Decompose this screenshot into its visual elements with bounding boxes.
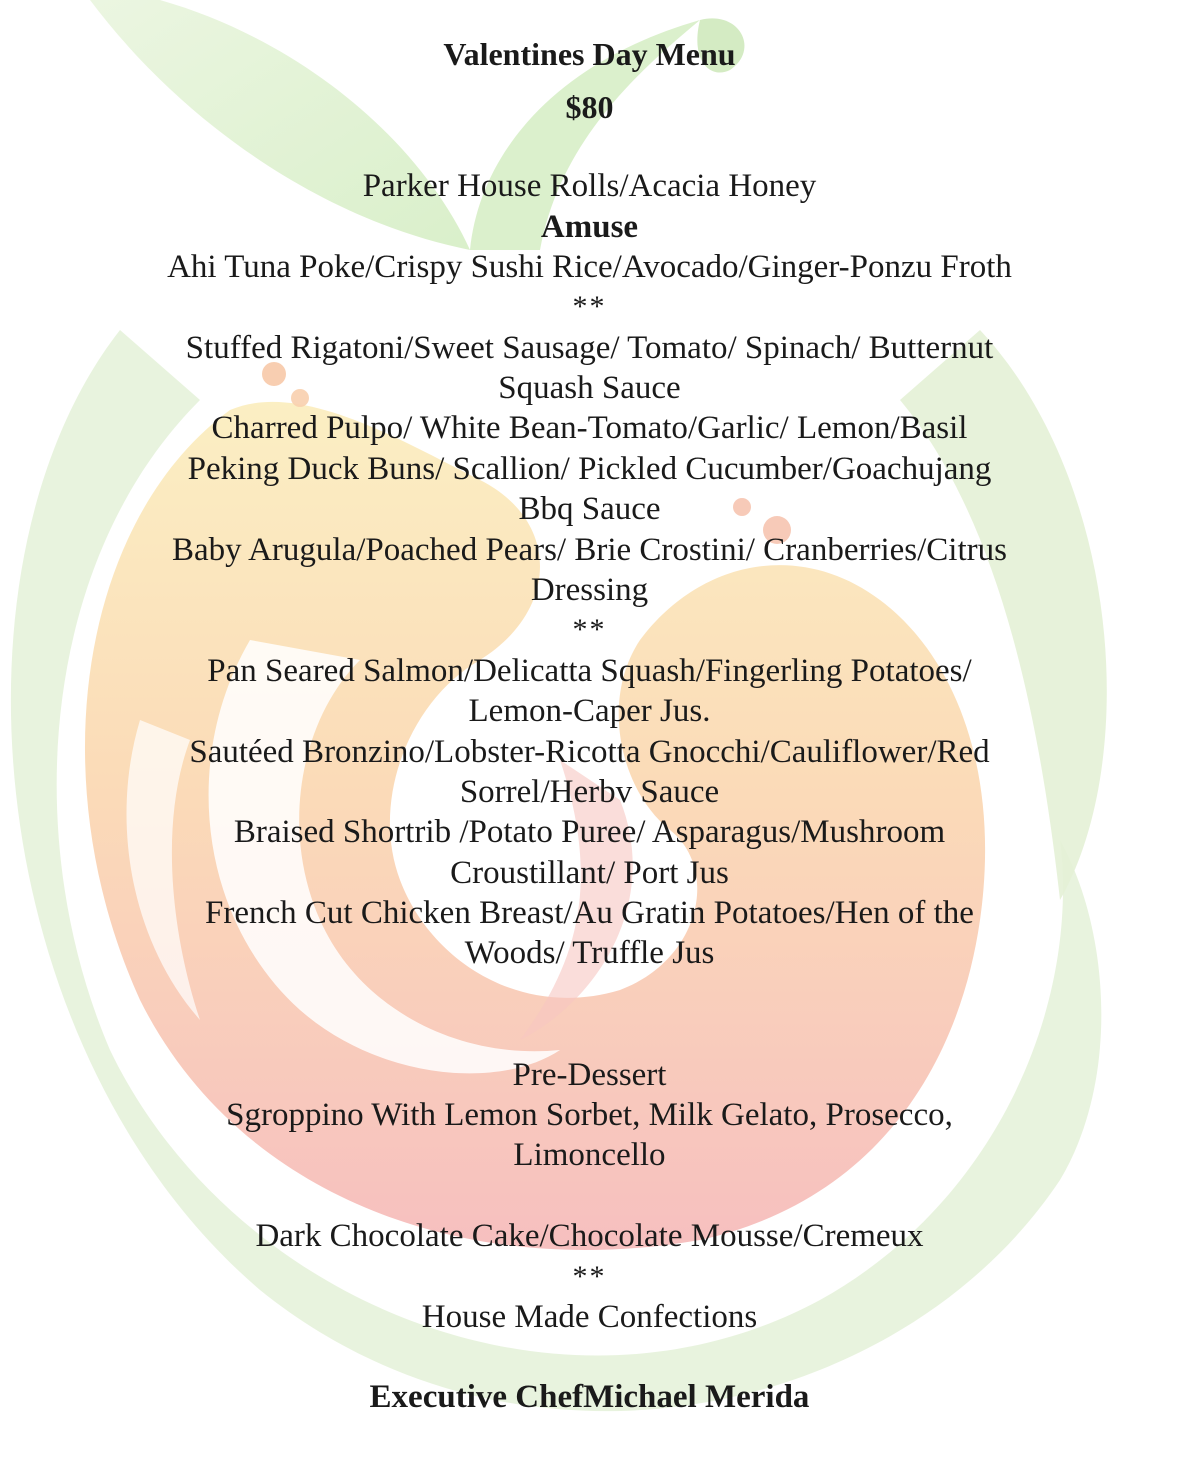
menu-price: $80 [565, 89, 614, 125]
main-course-item: French Cut Chicken Breast/Au Gratin Potatoes/Hen of the [205, 895, 974, 931]
main-course-item: Lemon-Caper Jus. [468, 693, 711, 729]
dessert-item: Dark Chocolate Cake/Chocolate Mousse/Cremeux [255, 1218, 924, 1254]
first-course-item: Charred Pulpo/ White Bean-Tomato/Garlic/ Lemon/Basil [211, 410, 968, 446]
chef-credit: Executive ChefMichael Merida [369, 1379, 810, 1415]
main-course-item: Croustillant/ Port Jus [450, 855, 729, 891]
first-course-item: Squash Sauce [498, 370, 681, 406]
main-course-item: Woods/ Truffle Jus [464, 935, 715, 971]
confections-item: House Made Confections [421, 1299, 758, 1335]
main-course-item: Braised Shortrib /Potato Puree/ Asparagus/Mushroom [233, 814, 946, 850]
first-course-item: Stuffed Rigatoni/Sweet Sausage/ Tomato/ Spinach/ Butternut [185, 330, 994, 366]
main-course-item: Pan Seared Salmon/Delicatta Squash/Fingerling Potatoes/ [207, 653, 972, 689]
pre-dessert-item: Limoncello [513, 1137, 666, 1173]
menu-title: Valentines Day Menu [443, 36, 736, 72]
bread-course: Parker House Rolls/Acacia Honey [362, 168, 817, 204]
amuse-heading: Amuse [540, 209, 639, 245]
pre-dessert-item: Sgroppino With Lemon Sorbet, Milk Gelato, Prosecco, [226, 1097, 953, 1133]
main-course-item: Sautéed Bronzino/Lobster-Ricotta Gnocchi/Cauliflower/Red [189, 734, 990, 770]
first-course-item: Dressing [530, 572, 649, 608]
pre-dessert-heading: Pre-Dessert [512, 1057, 667, 1093]
main-course-item: Sorrel/Herbv Sauce [459, 774, 720, 810]
first-course-item: Peking Duck Buns/ Scallion/ Pickled Cucumber/Goachujang [187, 451, 992, 487]
first-course-item: Baby Arugula/Poached Pears/ Brie Crostini/ Cranberries/Citrus [172, 532, 1007, 568]
course-separator: ** [572, 1260, 607, 1293]
first-course-item: Bbq Sauce [518, 491, 661, 527]
course-separator: ** [572, 290, 607, 323]
amuse-item: Ahi Tuna Poke/Crispy Sushi Rice/Avocado/Ginger-Ponzu Froth [167, 249, 1012, 285]
course-separator: ** [572, 613, 607, 646]
